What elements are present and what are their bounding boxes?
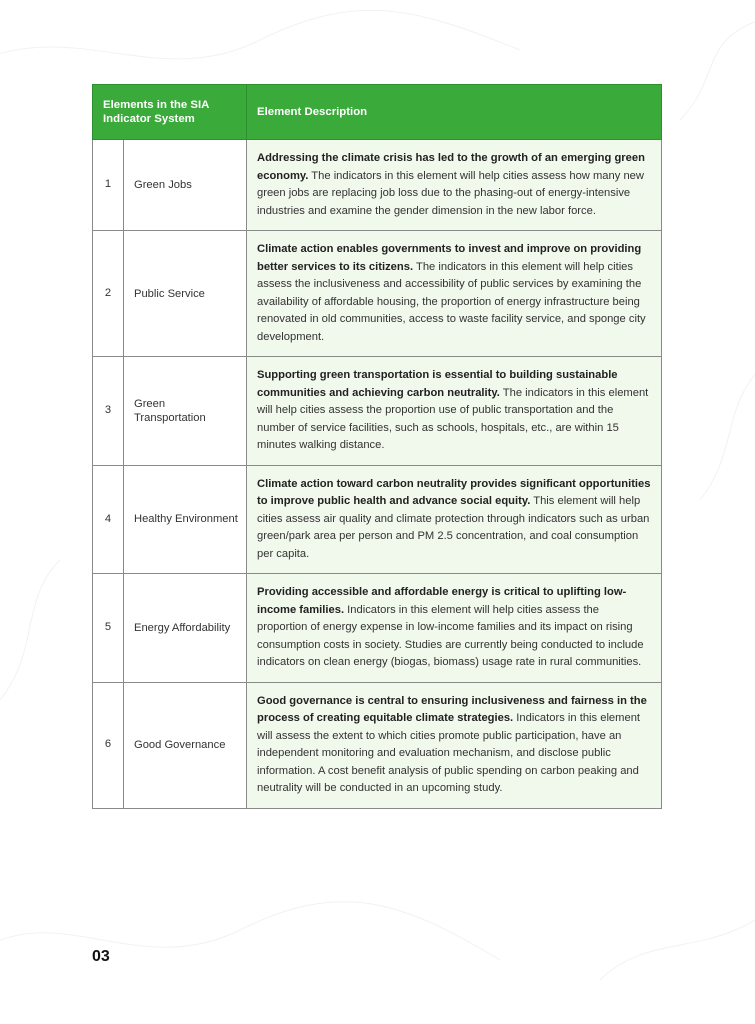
- element-name: Green Transportation: [124, 357, 247, 466]
- description-text: The indicators in this element will help cities assess the inclusiveness and accessibility of public services by examining the availability of affordable housing, the proportion of energy infrastructure being renovated in old communities, access to waste facility service, and sponge city development.: [257, 260, 646, 343]
- element-description: [247, 357, 662, 466]
- row-number: 2: [93, 231, 124, 357]
- page-number: 03: [92, 948, 110, 965]
- row-number: 5: [93, 574, 124, 683]
- element-description: [247, 465, 662, 574]
- element-name: Healthy Environment: [124, 465, 247, 574]
- element-description: [247, 140, 662, 231]
- description-lead: Addressing the climate crisis has led to the growth of an emerging green economy.: [257, 152, 645, 182]
- description-lead: Providing accessible and affordable energy is critical to uplifting low-income families.: [257, 586, 627, 616]
- description-lead: Climate action enables governments to invest and improve on providing better services to its citizens.: [257, 243, 642, 273]
- table-header-row: [93, 85, 662, 140]
- table-row: [93, 231, 662, 357]
- element-description: [247, 574, 662, 683]
- element-name: Energy Affordability: [124, 574, 247, 683]
- row-number: 1: [93, 140, 124, 231]
- element-name: Green Jobs: [124, 140, 247, 231]
- row-number: 4: [93, 465, 124, 574]
- description-text: The indicators in this element will help cities assess the proportion use of public transportation and the number of service facilities, such as schools, hospitals, etc., are within 15 minutes walking distance.: [257, 386, 649, 451]
- description-lead: Supporting green transportation is essential to building sustainable communities and achieving carbon neutrality.: [257, 369, 618, 399]
- row-number: 6: [93, 682, 124, 808]
- row-number: 3: [93, 357, 124, 466]
- element-name: Public Service: [124, 231, 247, 357]
- element-description: [247, 231, 662, 357]
- table-row: [93, 574, 662, 683]
- table-row: [93, 357, 662, 466]
- description-text: This element will help cities assess air quality and climate protection through indicators such as urban green/park area per person and PM 2.5 concentration, and coal consumption per capita.: [257, 495, 650, 560]
- table-row: [93, 682, 662, 808]
- description-text: Indicators in this element will help cities assess the proportion of energy expense in low-income families and its impact on rising consumption costs in society. Studies are currently being conducted to include indicators on clean energy (biogas, biomass) usage rate in rural communities.: [257, 603, 644, 668]
- table-row: [93, 465, 662, 574]
- description-text: Indicators in this element will assess the extent to which cities promote public participation, have an independent monitoring and evaluation mechanism, and disclose public information. A cost benefit analysis of public spending on carbon peaking and neutrality will be conducted in an upcoming study.: [257, 712, 641, 794]
- header-description: Element Description: [247, 85, 662, 140]
- element-description: [247, 682, 662, 808]
- description-lead: Climate action toward carbon neutrality provides significant opportunities to improve public health and advance social equity.: [257, 477, 651, 507]
- description-lead: Good governance is central to ensuring inclusiveness and fairness in the process of creating equitable climate strategies.: [257, 694, 647, 724]
- element-name: Good Governance: [124, 682, 247, 808]
- table-row: [93, 140, 662, 231]
- header-elements: Elements in the SIA Indicator System: [93, 85, 247, 140]
- sia-indicator-table: [92, 84, 662, 809]
- description-text: The indicators in this element will help cities assess how many new green jobs are replacing job loss due to the phasing-out of energy-intensive industries and examine the gender dimension in the new labor force.: [257, 169, 644, 217]
